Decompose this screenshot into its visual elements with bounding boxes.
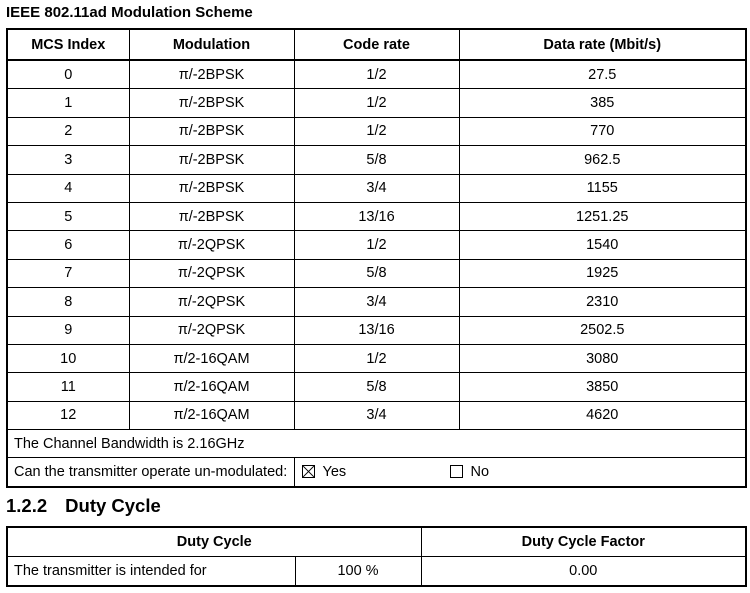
option-yes-label: Yes — [322, 464, 347, 481]
header-duty-cycle-factor: Duty Cycle Factor — [421, 527, 746, 557]
code-rate-cell: 13/16 — [294, 316, 459, 344]
no-checkbox[interactable] — [450, 465, 463, 478]
mcs-index-cell: 9 — [7, 316, 129, 344]
yes-checkbox[interactable] — [302, 465, 315, 478]
modulation-cell: π/-2BPSK — [129, 89, 294, 117]
mcs-index-cell: 6 — [7, 231, 129, 259]
mcs-index-cell: 5 — [7, 202, 129, 230]
data-rate-cell: 770 — [459, 117, 746, 145]
modulation-cell: π/-2BPSK — [129, 174, 294, 202]
code-rate-cell: 3/4 — [294, 401, 459, 429]
unmodulated-row — [7, 458, 746, 487]
data-rate-cell: 385 — [459, 89, 746, 117]
code-rate-cell: 1/2 — [294, 117, 459, 145]
modulation-cell: π/-2BPSK — [129, 202, 294, 230]
modulation-cell: π/-2QPSK — [129, 316, 294, 344]
modulation-cell: π/2-16QAM — [129, 344, 294, 372]
table-row — [7, 373, 746, 401]
mcs-index-cell: 10 — [7, 344, 129, 372]
table-row — [7, 60, 746, 89]
mcs-index-cell: 4 — [7, 174, 129, 202]
table-row — [7, 259, 746, 287]
unmodulated-options — [294, 458, 746, 487]
option-no-label: No — [470, 464, 490, 481]
modulation-cell: π/-2QPSK — [129, 288, 294, 316]
code-rate-cell: 3/4 — [294, 174, 459, 202]
table-title: IEEE 802.11ad Modulation Scheme — [6, 4, 253, 21]
duty-row-value: 100 % — [295, 557, 421, 587]
data-rate-cell: 1251.25 — [459, 202, 746, 230]
data-rate-cell: 2310 — [459, 288, 746, 316]
data-rate-cell: 962.5 — [459, 146, 746, 174]
code-rate-cell: 5/8 — [294, 259, 459, 287]
data-rate-cell: 1155 — [459, 174, 746, 202]
bandwidth-row — [7, 430, 746, 458]
code-rate-cell: 1/2 — [294, 60, 459, 89]
data-rate-cell: 2502.5 — [459, 316, 746, 344]
mcs-index-cell: 8 — [7, 288, 129, 316]
section-title: Duty Cycle — [65, 495, 161, 516]
duty-row-factor: 0.00 — [421, 557, 746, 587]
code-rate-cell: 3/4 — [294, 288, 459, 316]
data-rate-cell: 27.5 — [459, 60, 746, 89]
mcs-index-cell: 0 — [7, 60, 129, 89]
mcs-index-cell: 3 — [7, 146, 129, 174]
table-row — [7, 288, 746, 316]
table-row — [7, 89, 746, 117]
header-duty-cycle: Duty Cycle — [7, 527, 421, 557]
modulation-cell: π/-2BPSK — [129, 117, 294, 145]
header-modulation: Modulation — [129, 29, 294, 60]
code-rate-cell: 5/8 — [294, 146, 459, 174]
header-row — [7, 29, 746, 60]
code-rate-cell: 1/2 — [294, 231, 459, 259]
table-row — [7, 231, 746, 259]
table-row — [7, 344, 746, 372]
modulation-table — [6, 28, 747, 488]
modulation-cell: π/2-16QAM — [129, 373, 294, 401]
unmodulated-question: Can the transmitter operate un-modulated: — [7, 458, 294, 487]
code-rate-cell: 1/2 — [294, 89, 459, 117]
code-rate-cell: 1/2 — [294, 344, 459, 372]
modulation-cell: π/-2QPSK — [129, 231, 294, 259]
header-mcs-index: MCS Index — [7, 29, 129, 60]
code-rate-cell: 5/8 — [294, 373, 459, 401]
bandwidth-text: The Channel Bandwidth is 2.16GHz — [7, 430, 746, 458]
table-row — [7, 316, 746, 344]
duty-data-row — [7, 557, 746, 587]
modulation-cell: π/-2QPSK — [129, 259, 294, 287]
data-rate-cell: 4620 — [459, 401, 746, 429]
mcs-index-cell: 2 — [7, 117, 129, 145]
table-row — [7, 174, 746, 202]
table-row — [7, 401, 746, 429]
modulation-cell: π/-2BPSK — [129, 60, 294, 89]
modulation-cell: π/-2BPSK — [129, 146, 294, 174]
option-no[interactable] — [450, 464, 490, 480]
section-number: 1.2.2 — [6, 495, 48, 516]
header-code-rate: Code rate — [294, 29, 459, 60]
header-data-rate: Data rate (Mbit/s) — [459, 29, 746, 60]
option-yes[interactable] — [302, 464, 347, 480]
mcs-index-cell: 12 — [7, 401, 129, 429]
data-rate-cell: 3850 — [459, 373, 746, 401]
table-row — [7, 117, 746, 145]
duty-cycle-table — [6, 526, 747, 587]
mcs-index-cell: 7 — [7, 259, 129, 287]
mcs-index-cell: 1 — [7, 89, 129, 117]
table-row — [7, 146, 746, 174]
mcs-index-cell: 11 — [7, 373, 129, 401]
modulation-cell: π/2-16QAM — [129, 401, 294, 429]
code-rate-cell: 13/16 — [294, 202, 459, 230]
data-rate-cell: 3080 — [459, 344, 746, 372]
duty-row-label: The transmitter is intended for — [7, 557, 295, 587]
data-rate-cell: 1925 — [459, 259, 746, 287]
section-heading — [6, 495, 161, 517]
table-row — [7, 202, 746, 230]
duty-header-row — [7, 527, 746, 557]
data-rate-cell: 1540 — [459, 231, 746, 259]
